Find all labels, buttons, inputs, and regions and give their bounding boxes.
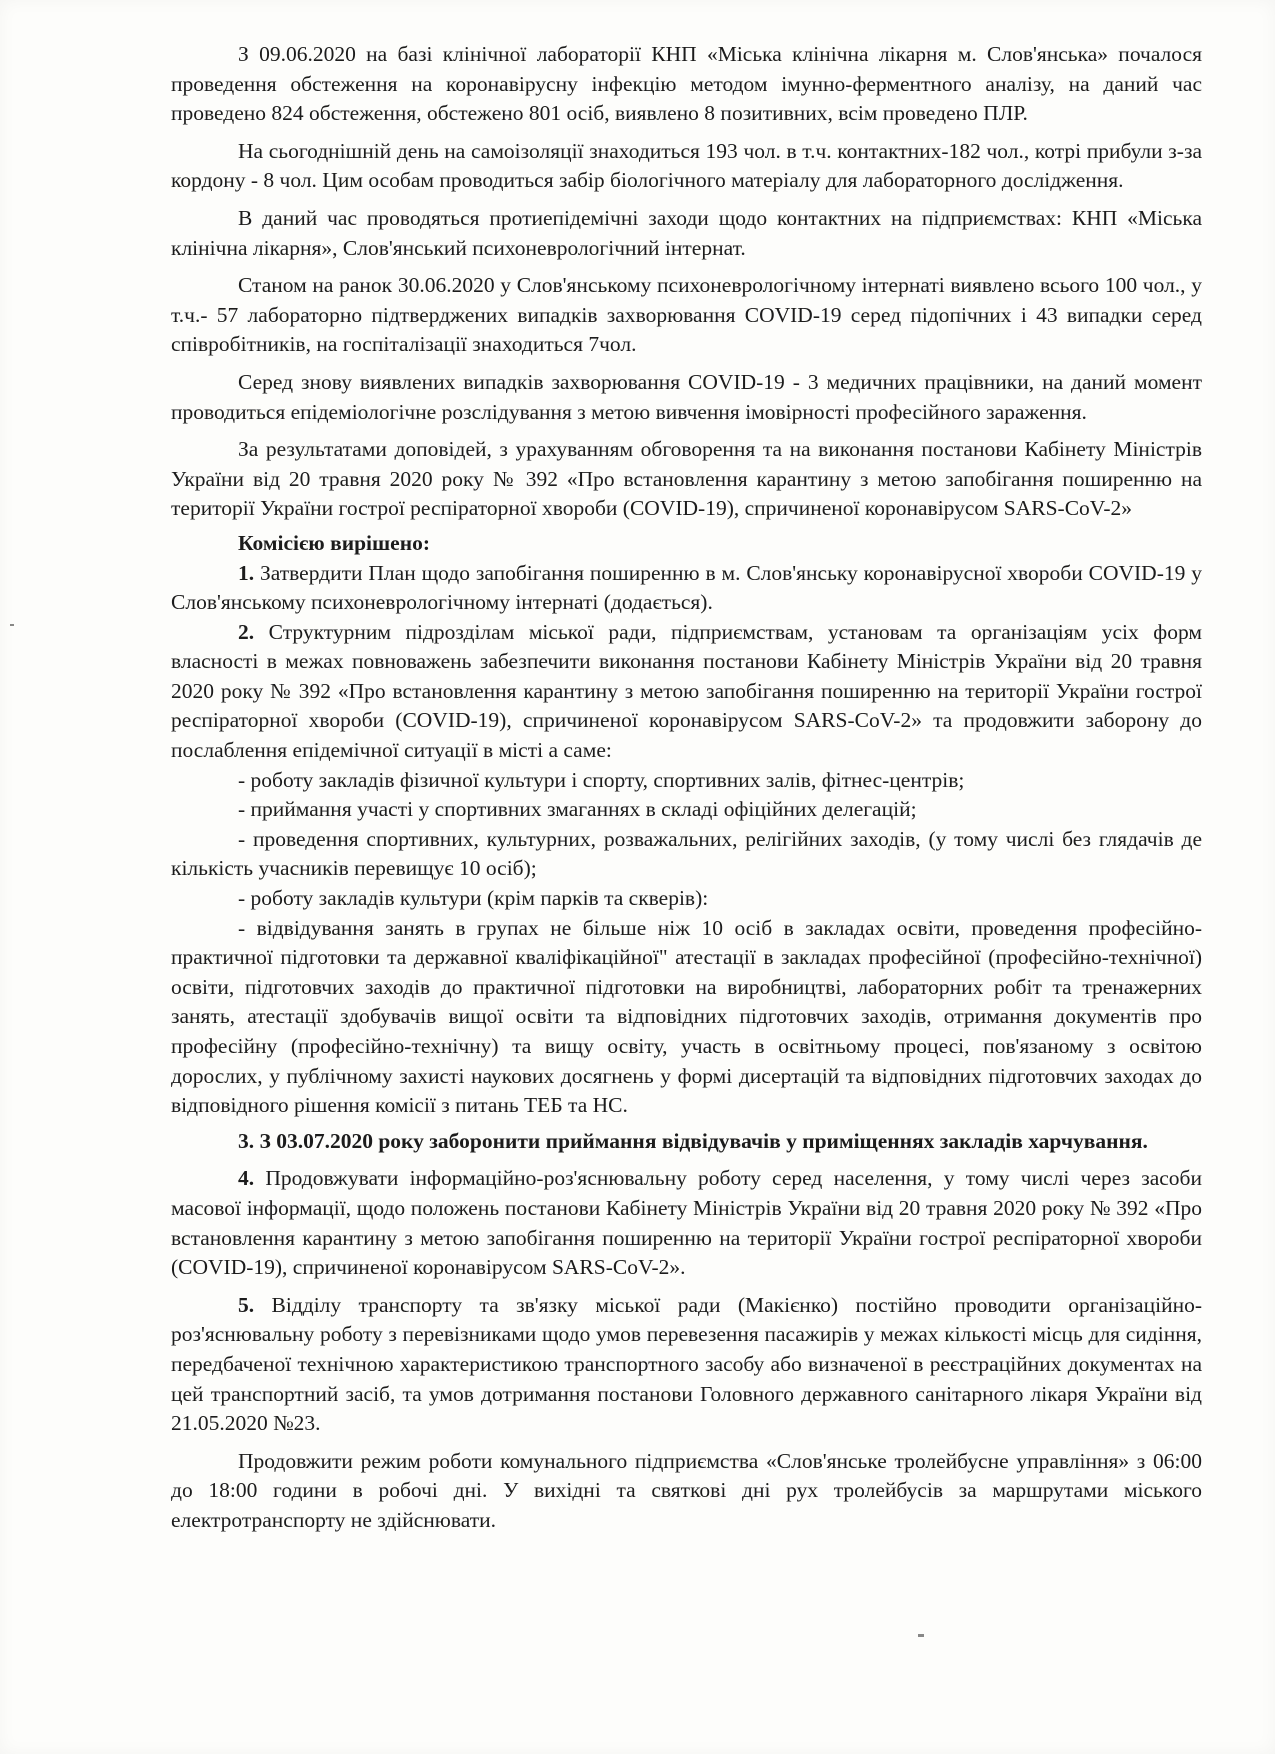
ban-item-sports-facilities: - роботу закладів фізичної культури і спорту, спортивних залів, фітнес-центрів;	[238, 767, 965, 792]
decision-item-number: 2.	[238, 619, 255, 644]
decision-item-number: 4.	[238, 1166, 255, 1191]
ban-item-culture: - роботу закладів культури (крім парків та скверів):	[238, 886, 709, 911]
paragraph-trolleybus-schedule: Продовжити режим роботи комунального підприємства «Слов'янське тролейбусне управління» з 06:00 до 18:00 години в робочі дні. У вихідні та святкові дні рух тролейбусів за маршрутами міського електротранспорту не здійснювати.	[171, 1448, 1202, 1532]
decision-item-text: Структурним підрозділам міської ради, підприємствам, установам та організаціям усіх форм власності в межах повноважень забезпечити виконання постанови Кабінету Міністрів України від 20 травня 2020 року № 392 «Про встановлення карантину з метою запобігання поширенню на території України гострої респіраторної хвороби (COVID-19), спричиненої коронавірусом SARS-CoV-2» та продовжити заборону до послаблення епідемічної ситуації в місті а саме:	[171, 619, 1202, 763]
paragraph-antiepidemic-measures: В даний час проводяться протиепідемічні заходи щодо контактних на підприємствах: КНП «Міська клінічна лікарня», Слов'янський психоневрологічний інтернат.	[171, 205, 1202, 260]
decision-item-number: 3.	[238, 1128, 255, 1153]
ban-item-education: - відвідування занять в групах не більше ніж 10 осіб в закладах освіти, проведення професійно-практичної підготовки та державної кваліфікаційної" атестації в закладах професійної (професійно-технічної) освіти, підготовчих заходів до практичної підготовки на виробництві, лабораторних робіт та тренажерних занять, атестації здобувачів вищої освіти та відповідних підготовчих заходів, отримання документів про професійну (професійно-технічну) та вищу освіту, участь в освітньому процесі, пов'язаному з освітою дорослих, у публічному захисті наукових досягнень у формі дисертацій та відповідних підготовчих заходах до відповідного рішення комісії з питань ТЕБ та НС.	[171, 915, 1202, 1118]
ban-item-competitions: - приймання участі у спортивних змаганнях в складі офіційних делегацій;	[238, 797, 917, 822]
decision-item-2	[171, 618, 1202, 766]
decision-item-5	[171, 1291, 1202, 1439]
paragraph-self-isolation: На сьогоднішній день на самоізоляції знаходиться 193 чол. в т.ч. контактних-182 чол., котрі прибули з-за кордону - 8 чол. Цим особам проводиться забір біологічного матеріалу для лабораторного дослідження.	[171, 138, 1202, 193]
paragraph-resolution-basis: За результатами доповідей, з урахуванням обговорення та на виконання постанови Кабінету Міністрів України від 20 травня 2020 року № 392 «Про встановлення карантину з метою запобігання поширенню на території України гострої респіраторної хвороби (COVID-19), спричиненої коронавірусом SARS-CoV-2»	[171, 437, 1202, 521]
paragraph-medical-workers: Серед знову виявлених випадків захворювання COVID-19 - 3 медичних працівники, на даний момент проводиться епідеміологічне розслідування з метою вивчення імовірності професійного зараження.	[171, 369, 1202, 424]
paragraph-nursing-home-cases: Станом на ранок 30.06.2020 у Слов'янському психоневрологічному інтернаті виявлено всього 100 чол., у т.ч.- 57 лабораторно підтверджених випадків захворювання COVID-19 серед підопічних і 43 випадки серед співробітників, на госпіталізації знаходиться 7чол.	[171, 273, 1202, 357]
decision-item-1	[171, 559, 1202, 618]
ban-item-events: - проведення спортивних, культурних, розважальних, релігійних заходів, (у тому числі без глядачів де кількість учасників перевищує 10 осіб);	[171, 826, 1202, 881]
document-body	[171, 40, 1202, 1536]
scan-speck	[10, 624, 14, 626]
decision-item-number: 5.	[238, 1292, 255, 1317]
paragraph-lab-testing: З 09.06.2020 на базі клінічної лабораторії КНП «Міська клінічна лікарня м. Слов'янська» почалося проведення обстеження на коронавірусну інфекцію методом імунно-ферментного аналізу, на даний час проведено 824 обстеження, обстежено 801 осіб, виявлено 8 позитивних, всім проведено ПЛР.	[171, 42, 1202, 126]
decision-item-number: 1.	[238, 560, 255, 585]
decision-item-text: Продовжувати інформаційно-роз'яснювальну роботу серед населення, у тому числі через засоби масової інформації, щодо положень постанови Кабінету Міністрів України від 20 травня 2020 року № 392 «Про встановлення карантину з метою запобігання поширенню на території України гострої респіраторної хвороби (COVID-19), спричиненої коронавірусом SARS-CoV-2».	[171, 1166, 1202, 1280]
decision-item-4	[171, 1164, 1202, 1282]
decision-item-text: З 03.07.2020 року заборонити приймання відвідувачів у приміщеннях закладів харчування.	[254, 1128, 1148, 1153]
decision-item-text: Відділу транспорту та зв'язку міської ради (Макієнко) постійно проводити організаційно-роз'яснювальну роботу з перевізниками щодо умов перевезення пасажирів у межах кількості місць для сидіння, передбаченої технічною характеристикою транспортного засобу або визначеної в реєстраційних документах на цей транспортний засіб, та умов дотримання постанови Головного державного санітарного лікаря України від 21.05.2020 №23.	[171, 1292, 1202, 1436]
decision-item-3	[171, 1127, 1202, 1157]
decision-heading: Комісією вирішено:	[238, 530, 431, 555]
scan-speck	[918, 1634, 924, 1637]
decision-item-text: Затвердити План щодо запобігання поширенню в м. Слов'янську коронавірусної хвороби COVID-19 у Слов'янському психоневрологічному інтернаті (додається).	[171, 560, 1202, 615]
